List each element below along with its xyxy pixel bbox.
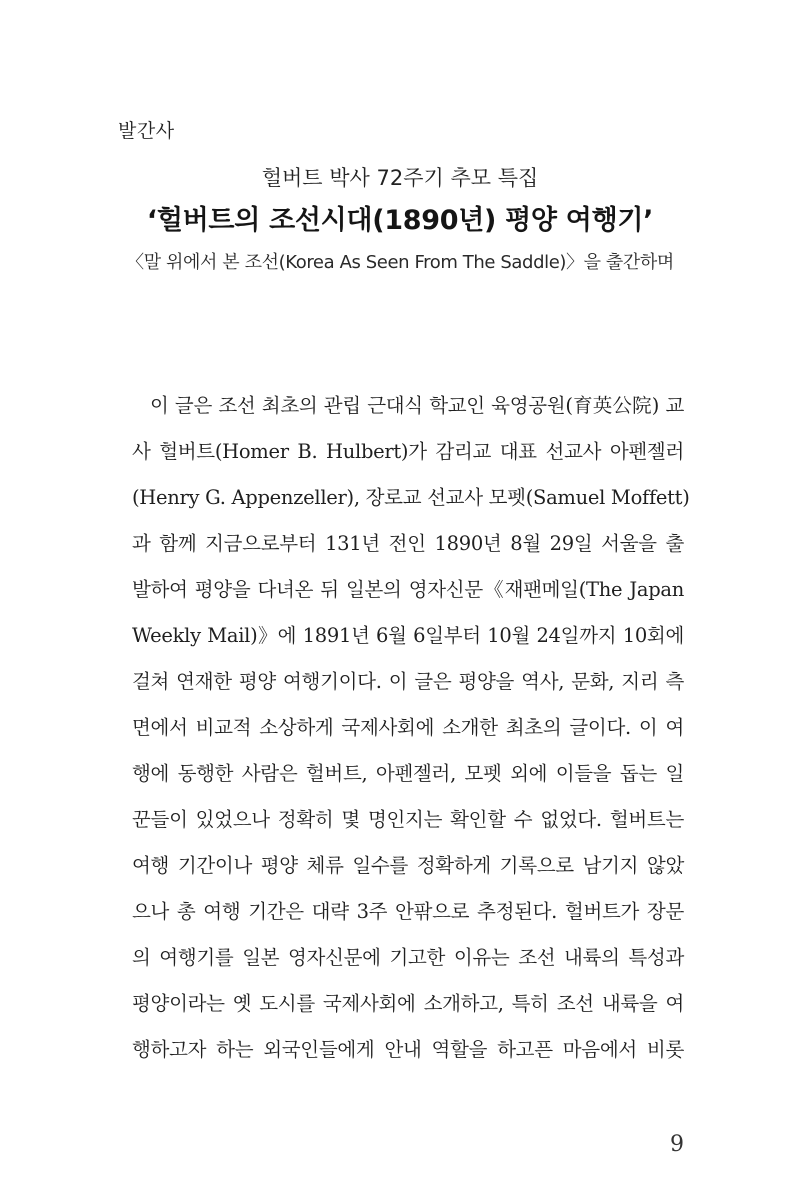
heading-title: ‘헐버트의 조선시대(1890년) 평양 여행기’ — [146, 205, 654, 236]
section-label: 발간사 — [118, 120, 175, 142]
body-line: 의 여행기를 일본 영자신문에 기고한 이유는 조선 내륙의 특성과 — [132, 946, 684, 969]
body-line: Weekly Mail)》에 1891년 6월 6일부터 10월 24일까지 10회에 — [132, 624, 684, 647]
heading-block — [0, 163, 800, 277]
heading-tagline: 〈말 위에서 본 조선(Korea As Seen From The Saddle)〉을 출간하며 — [126, 252, 674, 273]
body-line: 평양이라는 옛 도시를 국제사회에 소개하고, 특히 조선 내륙을 여 — [132, 992, 684, 1015]
body-line: 여행 기간이나 평양 체류 일수를 정확하게 기록으로 남기지 않았 — [132, 854, 684, 877]
body-line: 으나 총 여행 기간은 대략 3주 안팎으로 추정된다. 헐버트가 장문 — [132, 900, 684, 923]
body-line: 행에 동행한 사람은 헐버트, 아펜젤러, 모펫 외에 이들을 돕는 일 — [132, 762, 684, 785]
body-line: 꾼들이 있었으나 정확히 몇 명인지는 확인할 수 없었다. 헐버트는 — [132, 808, 684, 831]
body-paragraph — [132, 388, 690, 1078]
body-line: 면에서 비교적 소상하게 국제사회에 소개한 최초의 글이다. 이 여 — [132, 716, 684, 739]
body-line: (Henry G. Appenzeller), 장로교 선교사 모펫(Samuel Moffett) — [132, 486, 690, 509]
body-line: 이 글은 조선 최초의 관립 근대식 학교인 육영공원(育英公院) 교 — [150, 394, 684, 417]
body-line: 행하고자 하는 외국인들에게 안내 역할을 하고픈 마음에서 비롯 — [132, 1038, 684, 1061]
body-line: 사 헐버트(Homer B. Hulbert)가 감리교 대표 선교사 아펜젤러 — [132, 440, 684, 463]
body-line: 과 함께 지금으로부터 131년 전인 1890년 8월 29일 서울을 출 — [132, 532, 684, 555]
heading-subtitle: 헐버트 박사 72주기 추모 특집 — [261, 166, 539, 190]
body-line: 걸쳐 연재한 평양 여행기이다. 이 글은 평양을 역사, 문화, 지리 측 — [132, 670, 684, 693]
page-number: 9 — [670, 1132, 684, 1157]
body-line: 발하여 평양을 다녀온 뒤 일본의 영자신문《재팬메일(The Japan — [132, 578, 684, 601]
